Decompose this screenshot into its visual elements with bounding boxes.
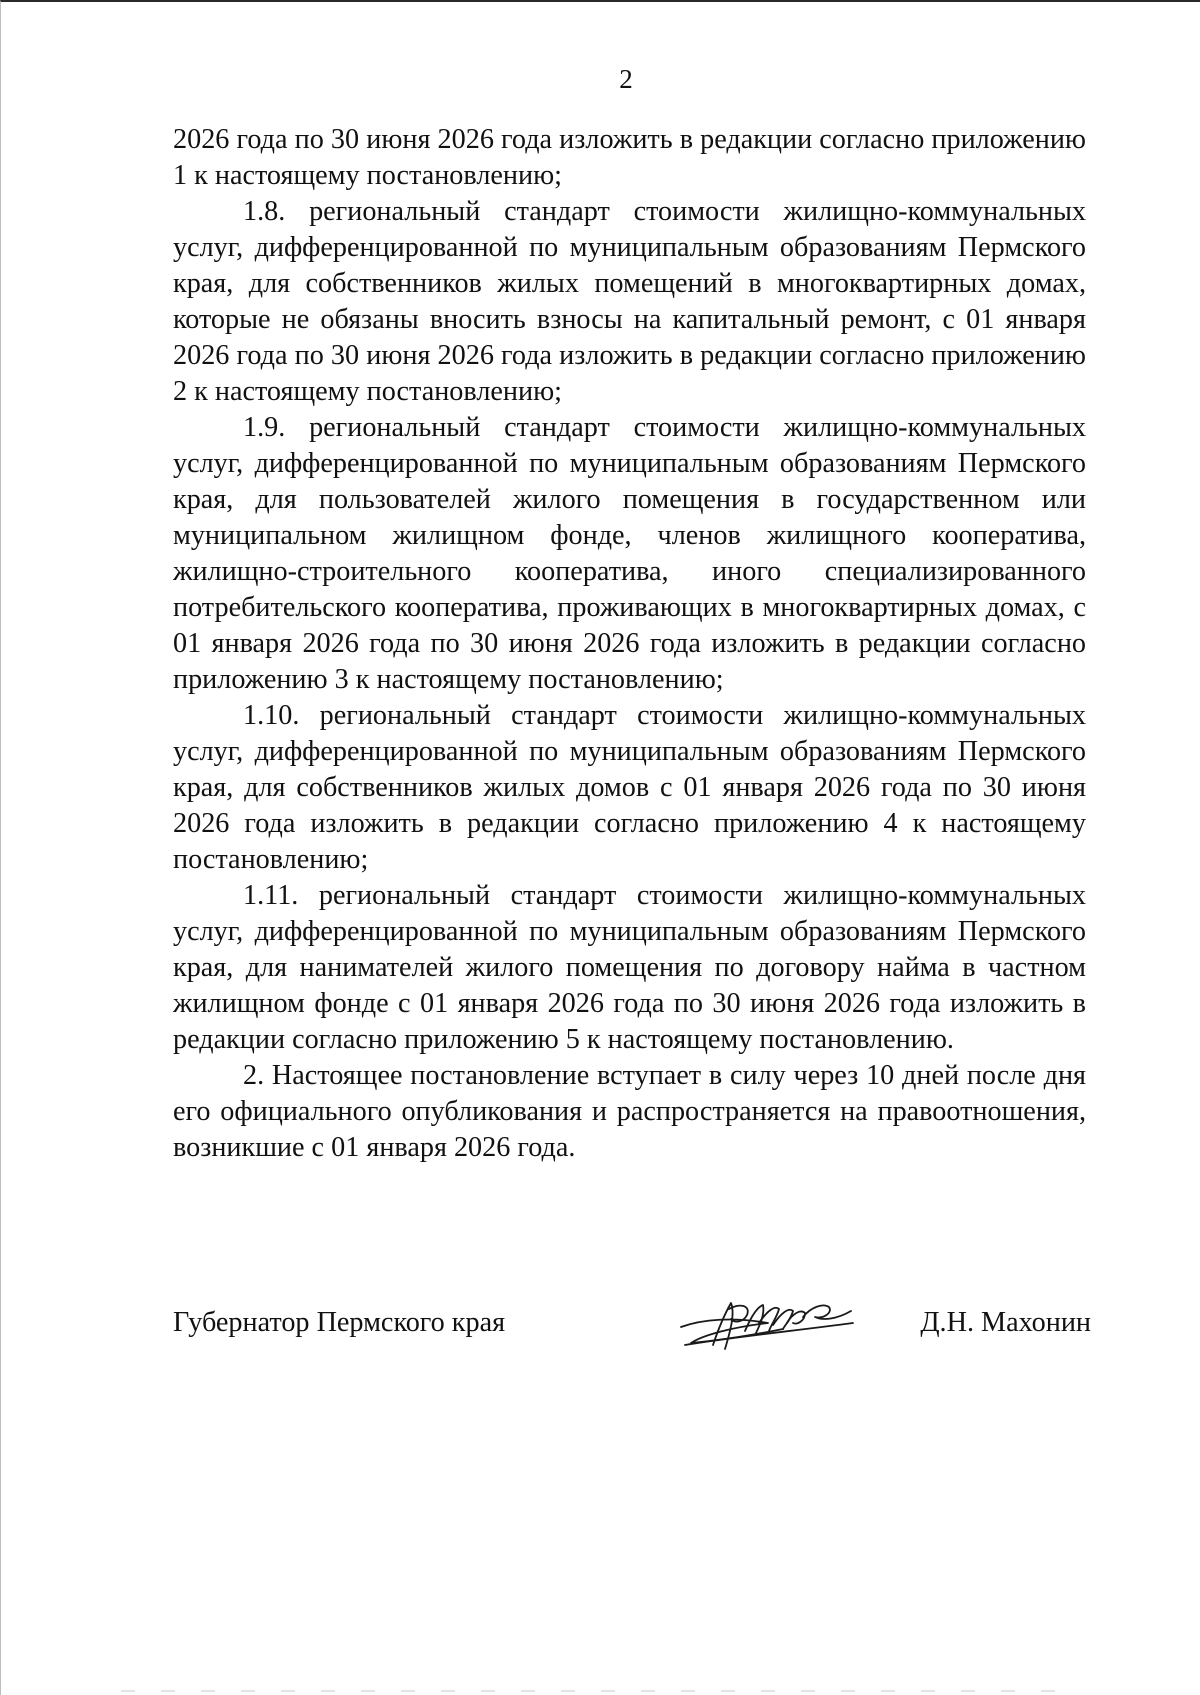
signature-block [173, 1297, 1091, 1377]
signatory-position: Губернатор Пермского края [173, 1307, 506, 1338]
scan-edge-artifact [121, 1690, 1081, 1692]
signatory-name: Д.Н. Махонин [920, 1307, 1091, 1338]
paragraph-1-9: 1.9. региональный стандарт стоимости жилищно-коммунальных услуг, дифференцированной по муниципальным образованиям Пермского края, для пользователей жилого помещения в государственном или муниципальном жилищном фонде, членов жилищного кооператива, жилищно-строительного кооператива, иного специализированного потребительского кооператива, проживающих в многоквартирных домах, с 01 января 2026 года по 30 июня 2026 года изложить в редакции согласно приложению 3 к настоящему постановлению; [173, 412, 1086, 695]
document-body [173, 122, 1086, 1166]
handwritten-signature-icon [673, 1283, 863, 1363]
paragraph-1-8: 1.8. региональный стандарт стоимости жилищно-коммунальных услуг, дифференцированной по муниципальным образованиям Пермского края, для собственников жилых помещений в многоквартирных домах, которые не обязаны вносить взносы на капитальный ремонт, с 01 января 2026 года по 30 июня 2026 года изложить в редакции согласно приложению 2 к настоящему постановлению; [173, 196, 1086, 407]
paragraph-1-10: 1.10. региональный стандарт стоимости жилищно-коммунальных услуг, дифференцированной по муниципальным образованиям Пермского края, для собственников жилых домов с 01 января 2026 года по 30 июня 2026 года изложить в редакции согласно приложению 4 к настоящему постановлению; [173, 700, 1086, 875]
paragraph-continuation: 2026 года по 30 июня 2026 года изложить в редакции согласно приложению 1 к настоящему постановлению; [173, 124, 1086, 191]
paragraph-2: 2. Настоящее постановление вступает в силу через 10 дней после дня его официального опубликования и распространяется на правоотношения, возникшие с 01 января 2026 года. [173, 1060, 1086, 1163]
paragraph-1-11: 1.11. региональный стандарт стоимости жилищно-коммунальных услуг, дифференцированной по муниципальным образованиям Пермского края, для нанимателей жилого помещения по договору найма в частном жилищном фонде с 01 января 2026 года по 30 июня 2026 года изложить в редакции согласно приложению 5 к настоящему постановлению. [173, 880, 1086, 1055]
page-number: 2 [619, 64, 633, 94]
